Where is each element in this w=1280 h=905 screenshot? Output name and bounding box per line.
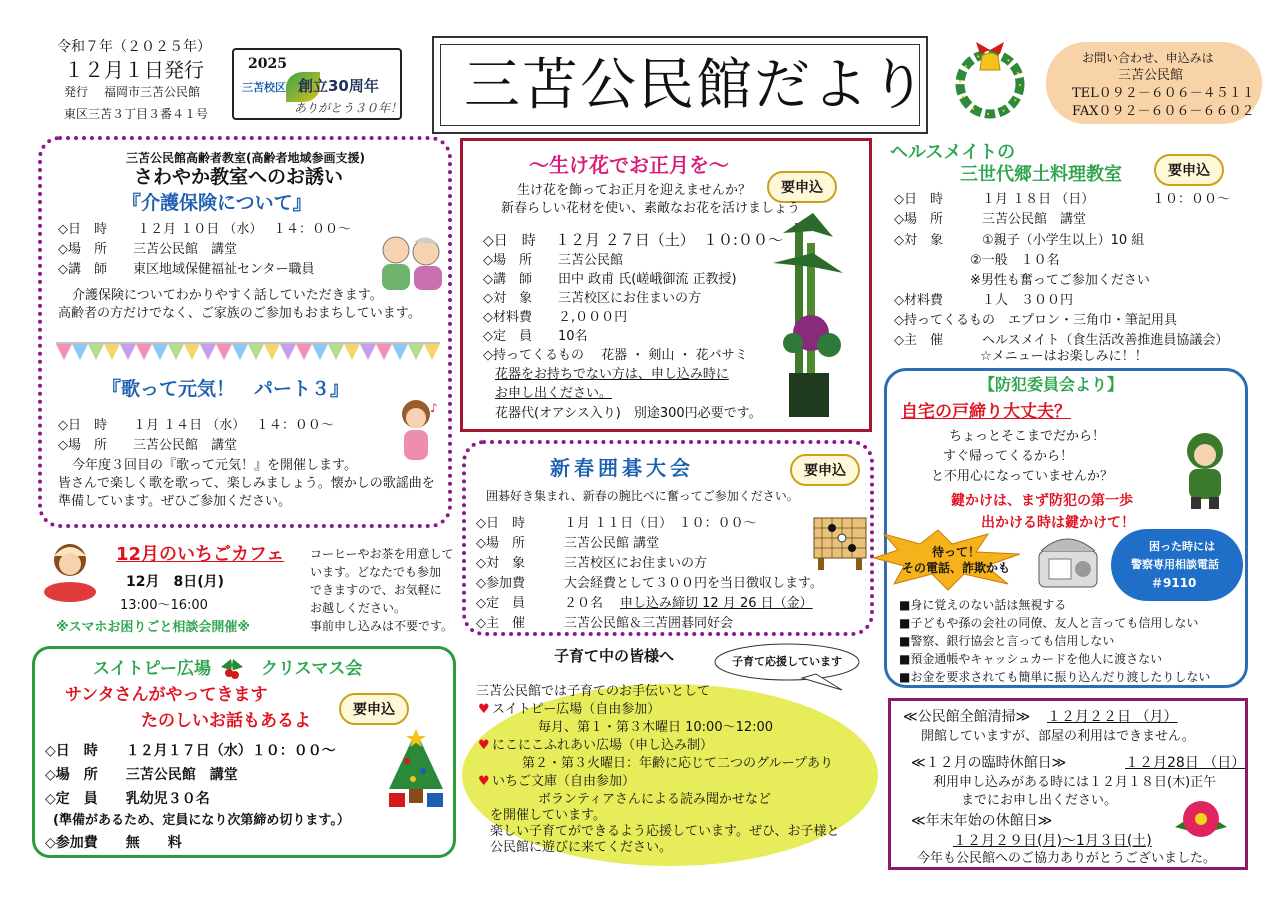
scam-warning-burst xyxy=(868,528,1028,592)
publisher-label: 発行 xyxy=(64,85,89,99)
senior-topic2-desc1: 今年度３回目の『歌って元気！』を開催します。 xyxy=(72,458,357,473)
ikebana-section xyxy=(460,138,872,432)
contact-name: 三苫公民館 xyxy=(1118,68,1184,83)
ikebana-bring: ◇持ってくるもの 花器 ・ 剣山 ・ 花バサミ xyxy=(483,348,748,363)
health-date: ◇日 時 １月 １８日 （日） xyxy=(894,192,1095,207)
ikebana-arrangement-icon xyxy=(763,203,853,421)
anniversary-year: 2025 xyxy=(248,56,287,72)
senior-topic1-lecturer: ◇講 師 東区地域保健福祉センター職員 xyxy=(58,262,315,277)
cafe-desc2: います。どなたでも参加 xyxy=(310,565,442,579)
igo-organizer: ◇主 催 三苫公民館＆三苫囲碁同好会 xyxy=(476,616,733,631)
health-mate-section xyxy=(882,136,1262,364)
senior-topic2-place: ◇場 所 三苫公民館 講堂 xyxy=(58,438,237,453)
bunting-decoration xyxy=(56,342,440,362)
camellia-icon xyxy=(1171,797,1231,853)
crime-bullet-2: ■子どもや孫の会社の同僚、友人と言っても信用しない xyxy=(899,616,1199,630)
senior-topic2: 『歌って元気！ パート３』 xyxy=(102,378,350,400)
xmas-date: ◇日 時 １２月１７日（水）１０：００～ xyxy=(45,743,336,759)
health-title-line2: 三世代郷土料理教室 xyxy=(960,164,1122,185)
contact-heading: お問い合わせ、申込みは xyxy=(1082,51,1214,65)
ikebana-date: １２月 ２７日（土） xyxy=(555,231,695,249)
igo-date: ◇日 時 １月 １１日（日） １０：００～ xyxy=(476,516,757,531)
era-date: 令和７年（２０２５年） xyxy=(57,39,211,55)
xmas-note: (準備があるため、定員になり次第締め切ります。） xyxy=(53,813,350,828)
crime-q2: すぐ帰ってくるから！ xyxy=(943,449,1074,464)
closure2-label: ≪１２月の臨時休館日≫ xyxy=(911,755,1067,771)
crime-q3: と不用心になっていませんか？ xyxy=(931,469,1114,484)
closure1-note: 開館していますが、部屋の利用はできません。 xyxy=(921,729,1195,744)
cafe-date: 12月 8日(月) xyxy=(126,574,225,590)
ikebana-place: ◇場 所 三苫公民館 xyxy=(483,253,623,268)
ikebana-fee: ◇材料費 ２,０００円 xyxy=(483,310,628,325)
page-title: 三苫公民館だより xyxy=(464,53,928,118)
xmas-place: ◇場 所 三苫公民館 講堂 xyxy=(45,767,238,783)
closure3-date: １２月２９日(月)～1月３日(土) xyxy=(953,833,1152,849)
svg-text:♪: ♪ xyxy=(430,401,438,415)
publisher-name: 福岡市三苫公民館 xyxy=(104,85,201,99)
go-board-icon xyxy=(812,516,868,572)
senior-topic2-date: ◇日 時 １月 １４日 （水） １４：００～ xyxy=(58,418,334,433)
issue-date: １２月１日発行 xyxy=(64,58,204,82)
child-speech-bubble xyxy=(712,640,862,692)
ikebana-intro1: 生け花を飾ってお正月を迎えませんか？ xyxy=(517,183,752,198)
crime-subtitle: 自宅の戸締り大丈夫？ xyxy=(901,402,1071,422)
ikebana-title: ～生け花でお正月を～ xyxy=(529,153,729,177)
police-number: ＃9110 xyxy=(1151,576,1197,590)
closure2-date: １２月28日 （日） xyxy=(1125,755,1246,771)
ikebana-capacity: ◇定 員 10名 xyxy=(483,329,588,344)
igo-title: 新春囲碁大会 xyxy=(550,456,694,480)
thief-icon xyxy=(1175,429,1237,511)
heart-icon: ♥ xyxy=(478,702,490,717)
closure2-note2: までにお申し出ください。 xyxy=(961,793,1118,808)
child-title: 子育て中の皆様へ xyxy=(554,647,675,665)
senior-title: さわやか教室へのお誘い xyxy=(134,166,344,188)
child-closing2: 公民館に遊びに来てください。 xyxy=(490,840,673,855)
title-frame xyxy=(432,36,928,134)
police-line1: 困った時には xyxy=(1149,540,1215,553)
senior-topic1-desc1: 介護保険についてわかりやすく話していただきます。 xyxy=(72,288,383,303)
singing-woman-icon xyxy=(392,398,442,462)
igo-section xyxy=(462,440,874,636)
crime-bullet-1: ■身に覚えのない話は無視する xyxy=(899,598,1067,612)
health-target1: ◇対 象 ①親子（小学生以上）10 組 xyxy=(894,233,1145,248)
elderly-couple-icon xyxy=(374,232,450,292)
anniversary-logo xyxy=(232,48,402,120)
heart-icon: ♥ xyxy=(478,774,490,789)
child-closing1: 楽しい子育てができるよう応援しています。ぜひ、お子様と xyxy=(490,824,840,839)
igo-capacity: ◇定 員 ２０名 xyxy=(476,596,603,611)
closure-section xyxy=(888,698,1248,870)
health-target3: ※男性も奮ってご参加ください xyxy=(970,273,1150,288)
closure3-note: 今年も公民館へのご協力ありがとうございました。 xyxy=(917,851,1217,866)
christmas-section xyxy=(32,646,456,858)
child-item3-sub: ボランティアさんによる読み聞かせなど xyxy=(538,792,771,807)
xmas-fee: ◇参加費 無 料 xyxy=(45,835,182,851)
xmas-line2: たのしいお話もあるよ xyxy=(141,711,311,731)
crime-bullet-5: ■お金を要求されても簡単に振り込んだり渡したりしない xyxy=(899,670,1211,684)
child-item1-sub: 毎月、第１・第３木曜日 10:00～12:00 xyxy=(538,720,774,735)
closure2-note1: 利用申し込みがある時には１２月１８日(木)正午 xyxy=(933,775,1217,790)
child-item3: いちご文庫（自由参加） xyxy=(492,774,636,789)
contact-tel: TEL０９２－６０６－４５１１ xyxy=(1072,86,1255,101)
xmas-title1: スイトピー広場 xyxy=(93,659,211,679)
senior-topic1: 『介護保険について』 xyxy=(122,192,312,214)
xmas-line1: サンタさんがやってきます xyxy=(65,685,268,705)
ikebana-date-label: ◇日 時 xyxy=(483,233,536,249)
cafe-title: 12月のいちごカフェ xyxy=(116,544,285,565)
closure3-label: ≪年末年始の休館日≫ xyxy=(911,813,1053,829)
christmas-tree-icon xyxy=(385,727,447,809)
cafe-note: ※スマホお困りごと相談会開催※ xyxy=(56,620,251,635)
child-intro: 三苫公民館では子育てのお手伝いとして xyxy=(476,684,711,699)
senior-topic1-place: ◇場 所 三苫公民館 講堂 xyxy=(58,242,237,257)
police-line2: 警察専用相談電話 xyxy=(1131,558,1219,571)
ikebana-time: １０:００～ xyxy=(703,231,784,249)
anniversary-school: 三苫校区 xyxy=(242,81,286,94)
health-time: １０：００～ xyxy=(1152,192,1231,207)
health-place: ◇場 所 三苫公民館 講堂 xyxy=(894,212,1086,227)
ikebana-apply-badge: 要申込 xyxy=(767,171,837,203)
ikebana-lecturer: ◇講 師 田中 政甫 氏(嵯峨御流 正教授) xyxy=(483,272,737,287)
ikebana-note2: お申し出ください。 xyxy=(495,386,613,401)
senior-topic2-desc2: 皆さんで楽しく歌を歌って、楽しみましょう。懐かしの歌謡曲を xyxy=(58,476,435,491)
senior-topic1-desc2: 高齢者の方だけでなく、ご家族のご参加もおまちしています。 xyxy=(58,306,421,321)
burst-line2: その電話、詐欺かも xyxy=(902,561,1011,575)
senior-topic1-date: ◇日 時 １２月 １０日 （水） １４：００～ xyxy=(58,222,352,237)
igo-intro: 囲碁好き集まれ、新春の腕比べに奮ってご参加ください。 xyxy=(486,489,799,503)
heart-icon: ♥ xyxy=(478,738,490,753)
igo-target: ◇対 象 三苫校区にお住まいの方 xyxy=(476,556,707,571)
ikebana-target: ◇対 象 三苫校区にお住まいの方 xyxy=(483,291,701,306)
ikebana-intro2: 新春らしい花材を使い、素敵なお花を活けましょう xyxy=(501,201,801,216)
closure1-date: １２月２２日 （月） xyxy=(1047,709,1178,725)
health-bring: ◇持ってくるもの エプロン・三角巾・筆記用具 xyxy=(894,313,1177,328)
ikebana-note3: 花器代(オアシス入り) 別途300円必要です。 xyxy=(495,406,762,421)
police-hotline-badge xyxy=(1111,529,1243,601)
anniversary-thanks: ありがとう３０年！ xyxy=(294,101,403,115)
igo-fee: ◇参加費 大会経費として３００円を当日徴収します。 xyxy=(476,576,823,591)
cafe-desc5: 事前申し込みは不要です。 xyxy=(310,619,454,633)
igo-place: ◇場 所 三苫公民館 講堂 xyxy=(476,536,660,551)
child-item2: にこにこふれあい広場（申し込み制） xyxy=(492,738,714,753)
igo-deadline: 申し込み締切 12 月 26 日（金） xyxy=(620,596,813,611)
xmas-apply-badge: 要申込 xyxy=(339,693,409,725)
health-fee: ◇材料費 １人 ３００円 xyxy=(894,293,1073,308)
anniversary-title: 創立30周年 xyxy=(298,77,379,95)
xmas-capacity: ◇定 員 乳幼児３０名 xyxy=(45,791,210,807)
telephone-icon xyxy=(1035,527,1101,591)
publisher-address: 東区三苫３丁目３番４１号 xyxy=(64,107,209,121)
health-apply-badge: 要申込 xyxy=(1154,154,1224,186)
cafe-desc4: お越しください。 xyxy=(310,601,407,615)
senior-topic2-desc3: 準備しています。ぜひご参加ください。 xyxy=(58,494,291,509)
cafe-time: 13:00～16:00 xyxy=(120,598,208,613)
senior-subtitle: 三苫公民館高齢者教室(高齢者地域参画支援) xyxy=(126,151,365,165)
child-item2-sub: 第２・第３火曜日：年齢に応じて二つのグループあり xyxy=(522,756,833,771)
contact-box xyxy=(1046,42,1262,124)
child-item1: スイトピー広場（自由参加） xyxy=(492,702,661,717)
health-target2: ②一般 １０名 xyxy=(970,253,1060,268)
crime-msg1: 鍵かけは、まず防犯の第一歩 xyxy=(951,493,1133,509)
senior-class-section xyxy=(38,136,452,528)
child-bubble-text: 子育て応援しています xyxy=(732,655,842,668)
child-item3-sub2: を開催しています。 xyxy=(490,808,606,823)
girl-strawberry-icon xyxy=(40,540,102,604)
crime-q1: ちょっとそこまでだから！ xyxy=(949,429,1106,444)
ichigo-cafe-section xyxy=(36,540,456,640)
health-title-line1: ヘルスメイトの xyxy=(890,142,1016,163)
crime-title: 【防犯委員会より】 xyxy=(979,375,1124,394)
xmas-title2: クリスマス会 xyxy=(261,659,363,679)
contact-fax: FAX０９２－６０６－６６０２ xyxy=(1072,104,1255,119)
crime-bullet-3: ■警察、銀行協会と言っても信用しない xyxy=(899,634,1115,648)
closure1-label: ≪公民館全館清掃≫ xyxy=(903,709,1031,725)
igo-apply-badge: 要申込 xyxy=(790,454,860,486)
crime-msg2: 出かける時は鍵かけて！ xyxy=(981,515,1135,531)
ikebana-note1: 花器をお持ちでない方は、申し込み時に xyxy=(495,367,729,382)
burst-line1: 待って！ xyxy=(932,545,981,559)
cafe-desc3: できますので、お気軽に xyxy=(310,583,442,597)
crime-bullet-4: ■預金通帳やキャッシュカードを他人に渡さない xyxy=(899,652,1163,666)
health-menu: ☆メニューはお楽しみに！！ xyxy=(980,349,1148,364)
wreath-icon xyxy=(950,40,1030,120)
child-raising-section xyxy=(462,640,882,866)
holly-icon xyxy=(219,657,245,681)
health-organizer: ◇主 催 ヘルスメイト（食生活改善推進員協議会） xyxy=(894,333,1229,348)
cafe-desc1: コーヒーやお茶を用意して xyxy=(310,547,454,561)
